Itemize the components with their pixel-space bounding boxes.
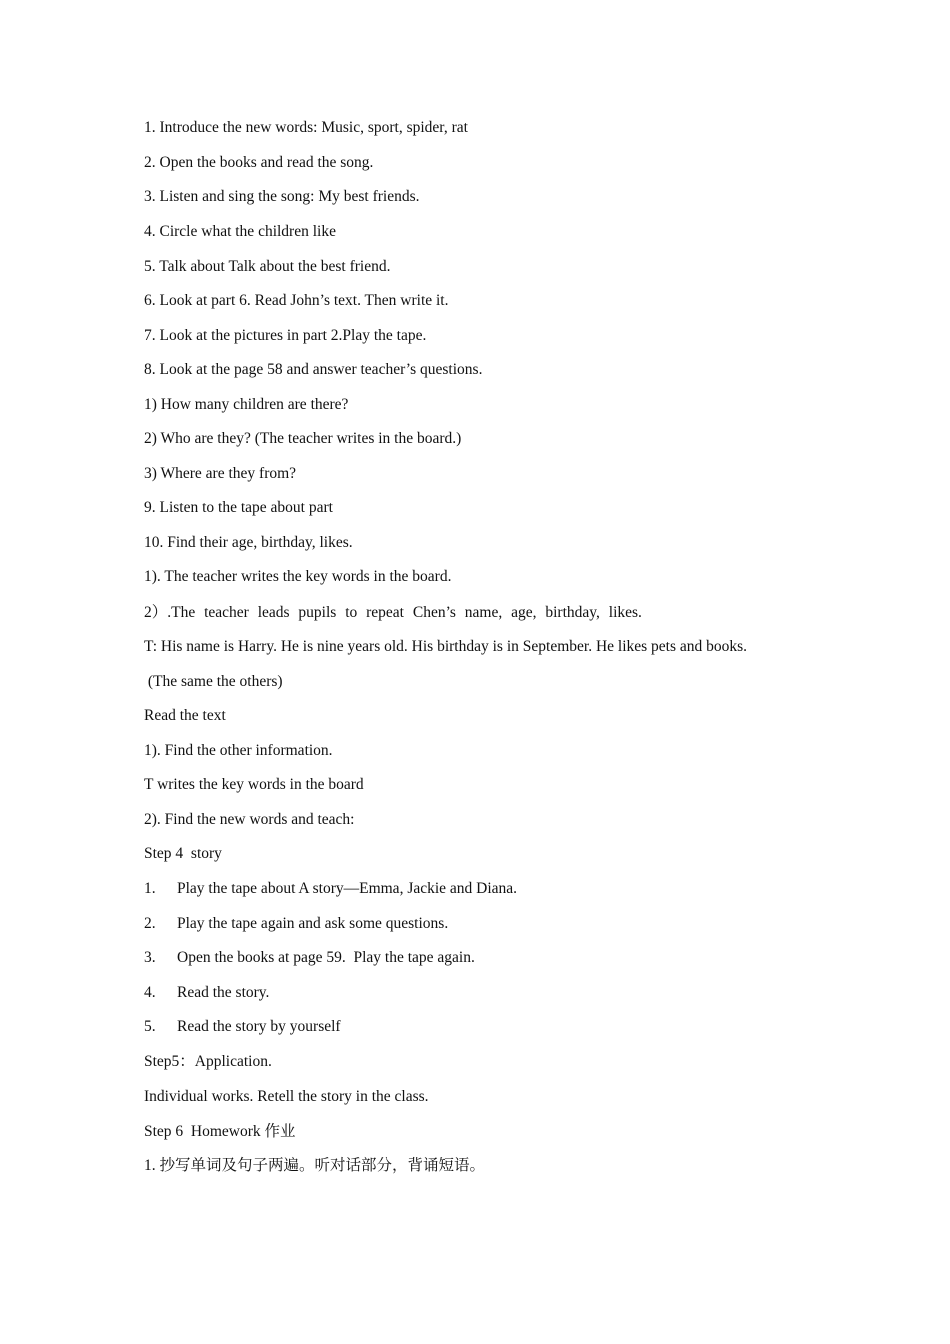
list-number: 4. [144,984,156,1001]
list-number: 2. [144,915,156,932]
text-line: 2) Who are they? (The teacher writes in the board.) [144,430,462,447]
list-text: Play the tape again and ask some questions. [177,915,449,932]
section-heading: Step5：Application. [144,1053,272,1070]
text-line: 7. Look at the pictures in part 2.Play the tape. [144,327,427,344]
list-number: 5. [144,1018,156,1035]
list-item [144,1017,341,1037]
text-line: 2. Open the books and read the song. [144,154,374,171]
text-line: 1) How many children are there? [144,396,349,413]
text-line: 3. Listen and sing the song: My best friends. [144,188,420,205]
text-line: 3) Where are they from? [144,465,297,482]
list-item [144,914,448,934]
list-item [144,948,475,968]
text-line: 1). Find the other information. [144,742,333,759]
list-text: Read the story by yourself [177,1018,341,1035]
list-text: Open the books at page 59. Play the tape again. [177,949,475,966]
text-line: 9. Listen to the tape about part [144,499,333,516]
text-line: (The same the others) [144,673,283,690]
text-line: 2）.The teacher leads pupils to repeat Chen’s name, age, birthday, likes. [144,604,642,621]
text-line: T: His name is Harry. He is nine years old. His birthday is in September. He likes pets and books. [144,638,748,655]
text-line: T writes the key words in the board [144,776,364,793]
list-text: Read the story. [177,984,270,1001]
text-line: 6. Look at part 6. Read John’s text. Then write it. [144,292,449,309]
text-line: 5. Talk about Talk about the best friend. [144,258,391,275]
section-heading: Step 6 Homework 作业 [144,1123,296,1140]
text-line: 10. Find their age, birthday, likes. [144,534,353,551]
text-line: 2). Find the new words and teach: [144,811,355,828]
list-text: Play the tape about A story—Emma, Jackie and Diana. [177,880,518,897]
section-heading: Step 4 story [144,845,222,862]
text-line: 4. Circle what the children like [144,223,336,240]
list-item [144,879,517,899]
text-line: 1. Introduce the new words: Music, sport, spider, rat [144,119,468,136]
text-line: Read the text [144,707,226,724]
text-line: 1). The teacher writes the key words in the board. [144,568,452,585]
text-line: 1. 抄写单词及句子两遍。听对话部分，背诵短语。 [144,1157,486,1174]
list-number: 1. [144,880,156,897]
list-number: 3. [144,949,156,966]
list-item [144,983,269,1003]
text-line: Individual works. Retell the story in the class. [144,1088,429,1105]
text-line: 8. Look at the page 58 and answer teacher’s questions. [144,361,483,378]
